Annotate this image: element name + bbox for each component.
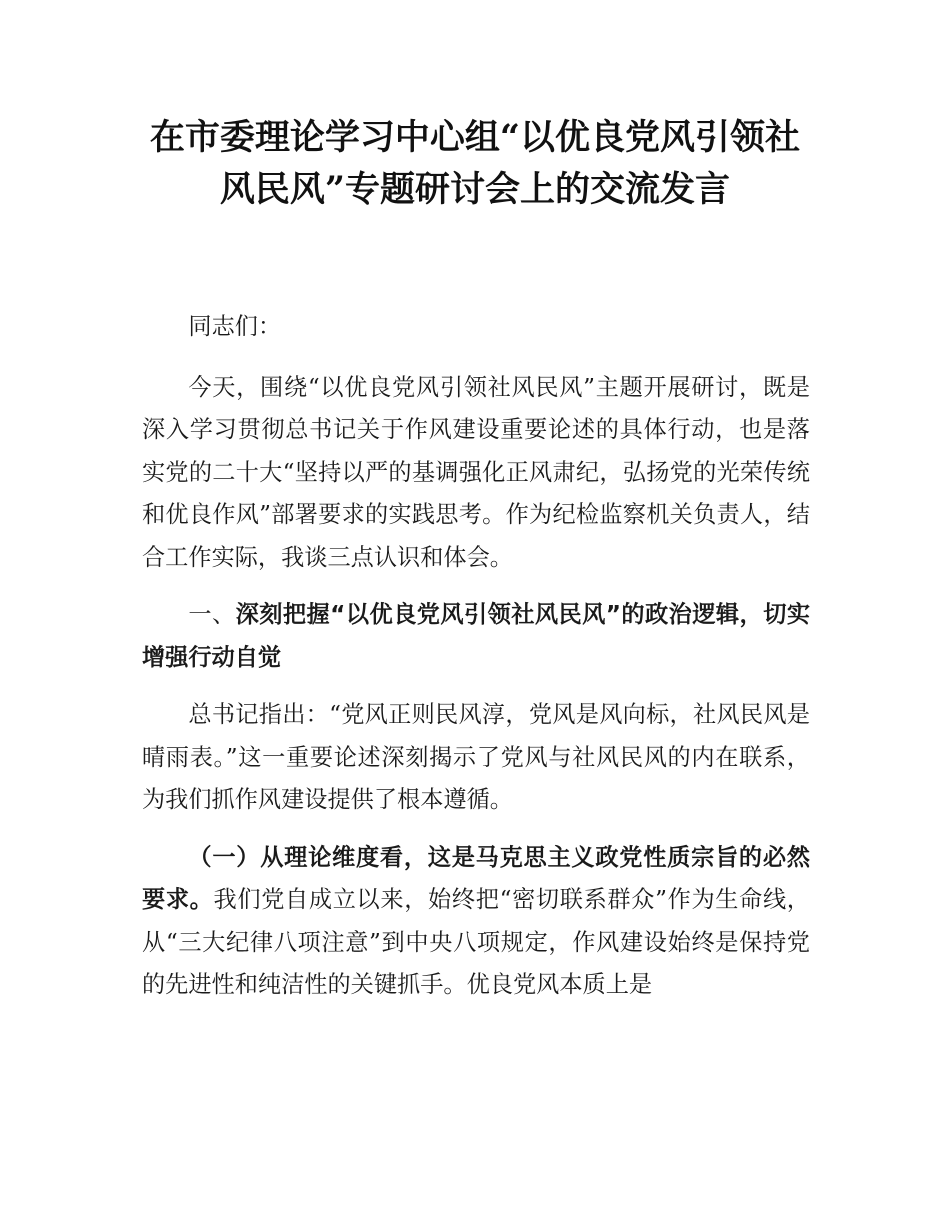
title-line-2: 风民风”专题研讨会上的交流发言 (219, 169, 731, 210)
intro-paragraph: 今天，围绕“以优良党风引领社风民风”主题开展研讨，既是深入学习贯彻总书记关于作风建设重要论述的具体行动，也是落实党的二十大“坚持以严的基调强化正风肃纪，弘扬党的光荣传统和优良作风”部署要求的实践思考。作为纪检监察机关负责人，结合工作实际，我谈三点认识和体会。 (142, 373, 810, 571)
subsection-1-heading: （一）从理论维度看，这是马克思主义政党性质宗旨的必然要求。 (142, 843, 810, 913)
section-1-number: 一、 (188, 601, 236, 628)
section-1-paragraph: 总书记指出：“党风正则民风淳，党风是风向标，社风民风是晴雨表。”这一重要论述深刻揭示了党风与社风民风的内在联系，为我们抓作风建设提供了根本遵循。 (142, 701, 810, 813)
title-line-1: 在市委理论学习中心组“以优良党风引领社 (149, 117, 801, 158)
subsection-1-text: 我们党自成立以来，始终把“密切联系群众”作为生命线，从“三大纪律八项注意”到中央八项规定，作风建设始终是保持党的先进性和纯洁性的关键抓手。优良党风本质上是 (142, 886, 810, 998)
document-body (142, 306, 810, 1022)
section-1-title: 深刻把握“以优良党风引领社风民风”的政治逻辑，切实增强行动自觉 (142, 601, 811, 671)
salutation: 同志们： (188, 313, 282, 340)
document-title (120, 112, 830, 216)
subsection-1-paragraph (142, 837, 810, 1007)
section-1-heading (142, 594, 810, 679)
